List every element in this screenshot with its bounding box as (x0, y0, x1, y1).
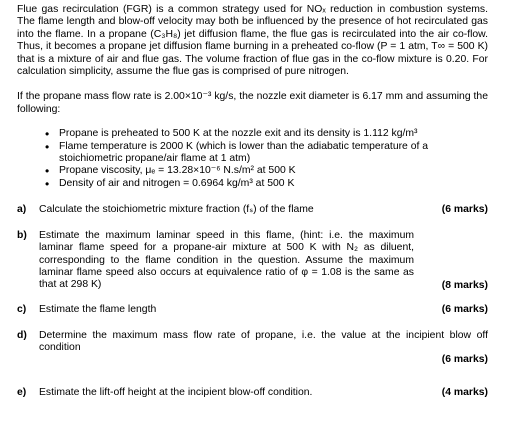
question-d (17, 330, 488, 367)
question-letter: c) (17, 304, 27, 316)
assumption-item: • Propane is preheated to 500 K at the nozzle exit and its density is 1.112 kg/m³ (59, 128, 488, 140)
question-text: Estimate the flame length (39, 304, 157, 316)
question-letter: d) (17, 329, 27, 341)
question-letter: e) (17, 386, 27, 398)
question-text: Estimate the lift-off height at the incipient blow-off condition. (39, 386, 313, 398)
question-c (17, 304, 488, 316)
question-text: Calculate the stoichiometric mixture fraction (fₛ) of the flame (39, 204, 314, 216)
question-a (17, 204, 488, 216)
assumption-item: • Flame temperature is 2000 K (which is lower than the adiabatic temperature of a stoichiometric propane/air flame at 1 atm) (59, 141, 488, 166)
question-marks: (8 marks) (441, 279, 488, 291)
assumption-item: • Density of air and nitrogen = 0.6964 kg/m³ at 500 K (59, 178, 488, 190)
question-e (17, 387, 488, 399)
question-marks: (6 marks) (441, 204, 488, 216)
question-letter: a) (17, 204, 27, 216)
question-b (17, 230, 488, 292)
question-marks: (6 marks) (441, 304, 488, 316)
question-text: Determine the maximum mass flow rate of propane, i.e. the value at the incipient blow off condition (39, 329, 488, 353)
question-letter: b) (17, 229, 27, 241)
intro-paragraph: Flue gas recirculation (FGR) is a common strategy used for NOₓ reduction in combustion systems. The flame length and blow-off velocity may both be influenced by the presence of hot recirculated gas into the flame. In a propane (C₃H₈) jet diffusion flame, the flue gas is recirculated into the air co-flow. Thus, it becomes a propane jet diffusion flame burning in a preheated co-flow (P = 1 atm, T∞ = 500 K) that is a mixture of air and flue gas. The volume fraction of flue gas in the co-flow mixture is 0.20. For calculation simplicity, assume the flue gas is comprised of pure nitrogen. (17, 4, 488, 78)
assumption-list (17, 128, 488, 190)
given-paragraph: If the propane mass flow rate is 2.00×10⁻³ kg/s, the nozzle exit diameter is 6.17 mm and assuming the following: (17, 91, 488, 115)
question-marks: (4 marks) (441, 386, 488, 398)
assumption-item: • Propane viscosity, μₑ = 13.28×10⁻⁶ N.s/m² at 500 K (59, 165, 488, 177)
question-marks: (6 marks) (441, 354, 488, 366)
question-text: Estimate the maximum laminar speed in this flame, (hint: i.e. the maximum laminar flame speed for a propane-air mixture at 500 K with N₂ as diluent, corresponding to the flame condition in the question. Assume the maximum laminar flame speed also occurs at equivalence ratio of φ = 1.08 is the same as that at 298 K) (39, 229, 414, 291)
